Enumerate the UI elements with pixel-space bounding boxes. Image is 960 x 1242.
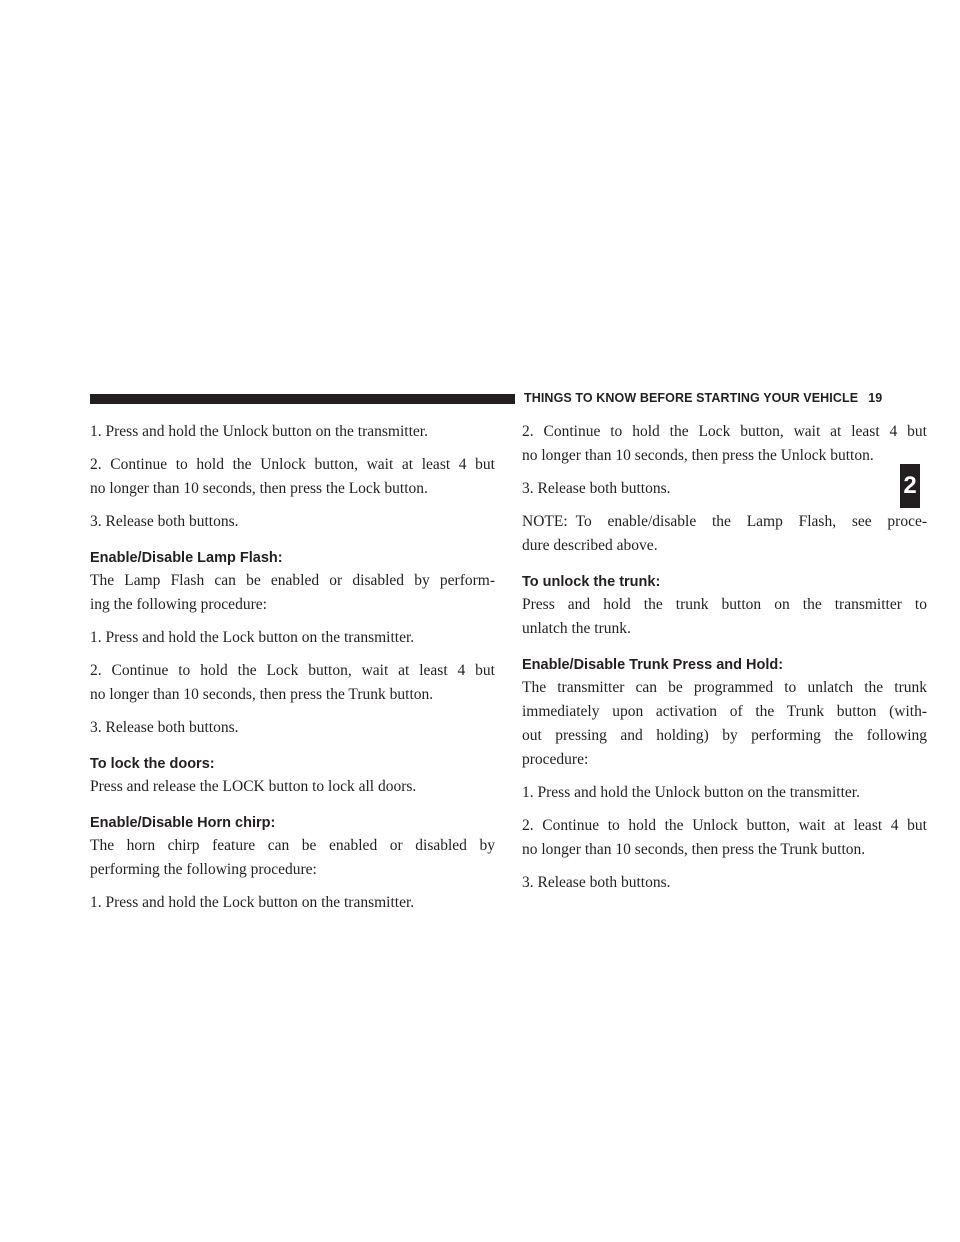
paragraph xyxy=(90,891,495,915)
paragraph xyxy=(90,569,495,617)
paragraph xyxy=(90,775,495,799)
header-rule xyxy=(90,394,515,404)
paragraph xyxy=(90,626,495,650)
paragraph xyxy=(522,781,927,805)
running-header xyxy=(524,391,882,405)
section-heading: To unlock the trunk: xyxy=(522,574,661,590)
paragraph xyxy=(522,593,927,641)
note-line: dure described above. xyxy=(522,537,658,554)
paragraph xyxy=(522,477,927,501)
text-line: 1. Press and hold the Lock button on the transmitter. xyxy=(90,629,415,646)
paragraph xyxy=(90,420,495,444)
text-line: Press and release the LOCK button to lock all doors. xyxy=(90,778,417,795)
section-heading: Enable/Disable Lamp Flash: xyxy=(90,550,283,566)
text-line: immediately upon activation of the Trunk button (with- xyxy=(522,703,927,720)
text-line: 3. Release both buttons. xyxy=(90,513,239,530)
paragraph xyxy=(90,716,495,740)
note-paragraph xyxy=(522,510,927,558)
section-title: THINGS TO KNOW BEFORE STARTING YOUR VEHICLE xyxy=(524,391,859,405)
section-heading: To lock the doors: xyxy=(90,756,215,772)
right-column xyxy=(522,420,927,904)
text-line: no longer than 10 seconds, then press the Lock button. xyxy=(90,480,428,497)
text-line: procedure: xyxy=(522,751,589,768)
paragraph xyxy=(90,659,495,707)
text-line: out pressing and holding) by performing the following xyxy=(522,727,927,744)
text-line: no longer than 10 seconds, then press the Unlock button. xyxy=(522,447,874,464)
text-line: 2. Continue to hold the Lock button, wait at least 4 but xyxy=(522,423,927,440)
paragraph xyxy=(90,453,495,501)
text-line: 1. Press and hold the Lock button on the transmitter. xyxy=(90,894,415,911)
chapter-tab: 2 xyxy=(900,464,920,508)
paragraph xyxy=(522,676,927,772)
text-line: 1. Press and hold the Unlock button on the transmitter. xyxy=(522,784,860,801)
page-number: 19 xyxy=(868,391,883,405)
left-column xyxy=(90,420,495,924)
text-line: 2. Continue to hold the Unlock button, wait at least 4 but xyxy=(90,456,495,473)
text-line: no longer than 10 seconds, then press the Trunk button. xyxy=(90,686,434,703)
text-line: The horn chirp feature can be enabled or disabled by xyxy=(90,837,495,854)
text-line: Press and hold the trunk button on the transmitter to xyxy=(522,596,927,613)
note-label: NOTE: xyxy=(522,513,568,530)
paragraph xyxy=(522,871,927,895)
text-line: unlatch the trunk. xyxy=(522,620,631,637)
text-line: The transmitter can be programmed to unlatch the trunk xyxy=(522,679,927,696)
text-line: 3. Release both buttons. xyxy=(90,719,239,736)
text-line: performing the following procedure: xyxy=(90,861,317,878)
text-line: The Lamp Flash can be enabled or disabled by perform- xyxy=(90,572,495,589)
paragraph xyxy=(90,510,495,534)
paragraph xyxy=(522,814,927,862)
text-line: 2. Continue to hold the Lock button, wait at least 4 but xyxy=(90,662,495,679)
section-heading: Enable/Disable Trunk Press and Hold: xyxy=(522,657,784,673)
text-line: no longer than 10 seconds, then press the Trunk button. xyxy=(522,841,866,858)
paragraph xyxy=(90,834,495,882)
note-text: To enable/disable the Lamp Flash, see proce- xyxy=(575,513,927,530)
text-line: 3. Release both buttons. xyxy=(522,874,671,891)
section-heading: Enable/Disable Horn chirp: xyxy=(90,815,276,831)
text-line: 3. Release both buttons. xyxy=(522,480,671,497)
text-line: 2. Continue to hold the Unlock button, wait at least 4 but xyxy=(522,817,927,834)
paragraph xyxy=(522,420,927,468)
text-line: 1. Press and hold the Unlock button on the transmitter. xyxy=(90,423,428,440)
text-line: ing the following procedure: xyxy=(90,596,267,613)
note-line xyxy=(522,510,927,534)
